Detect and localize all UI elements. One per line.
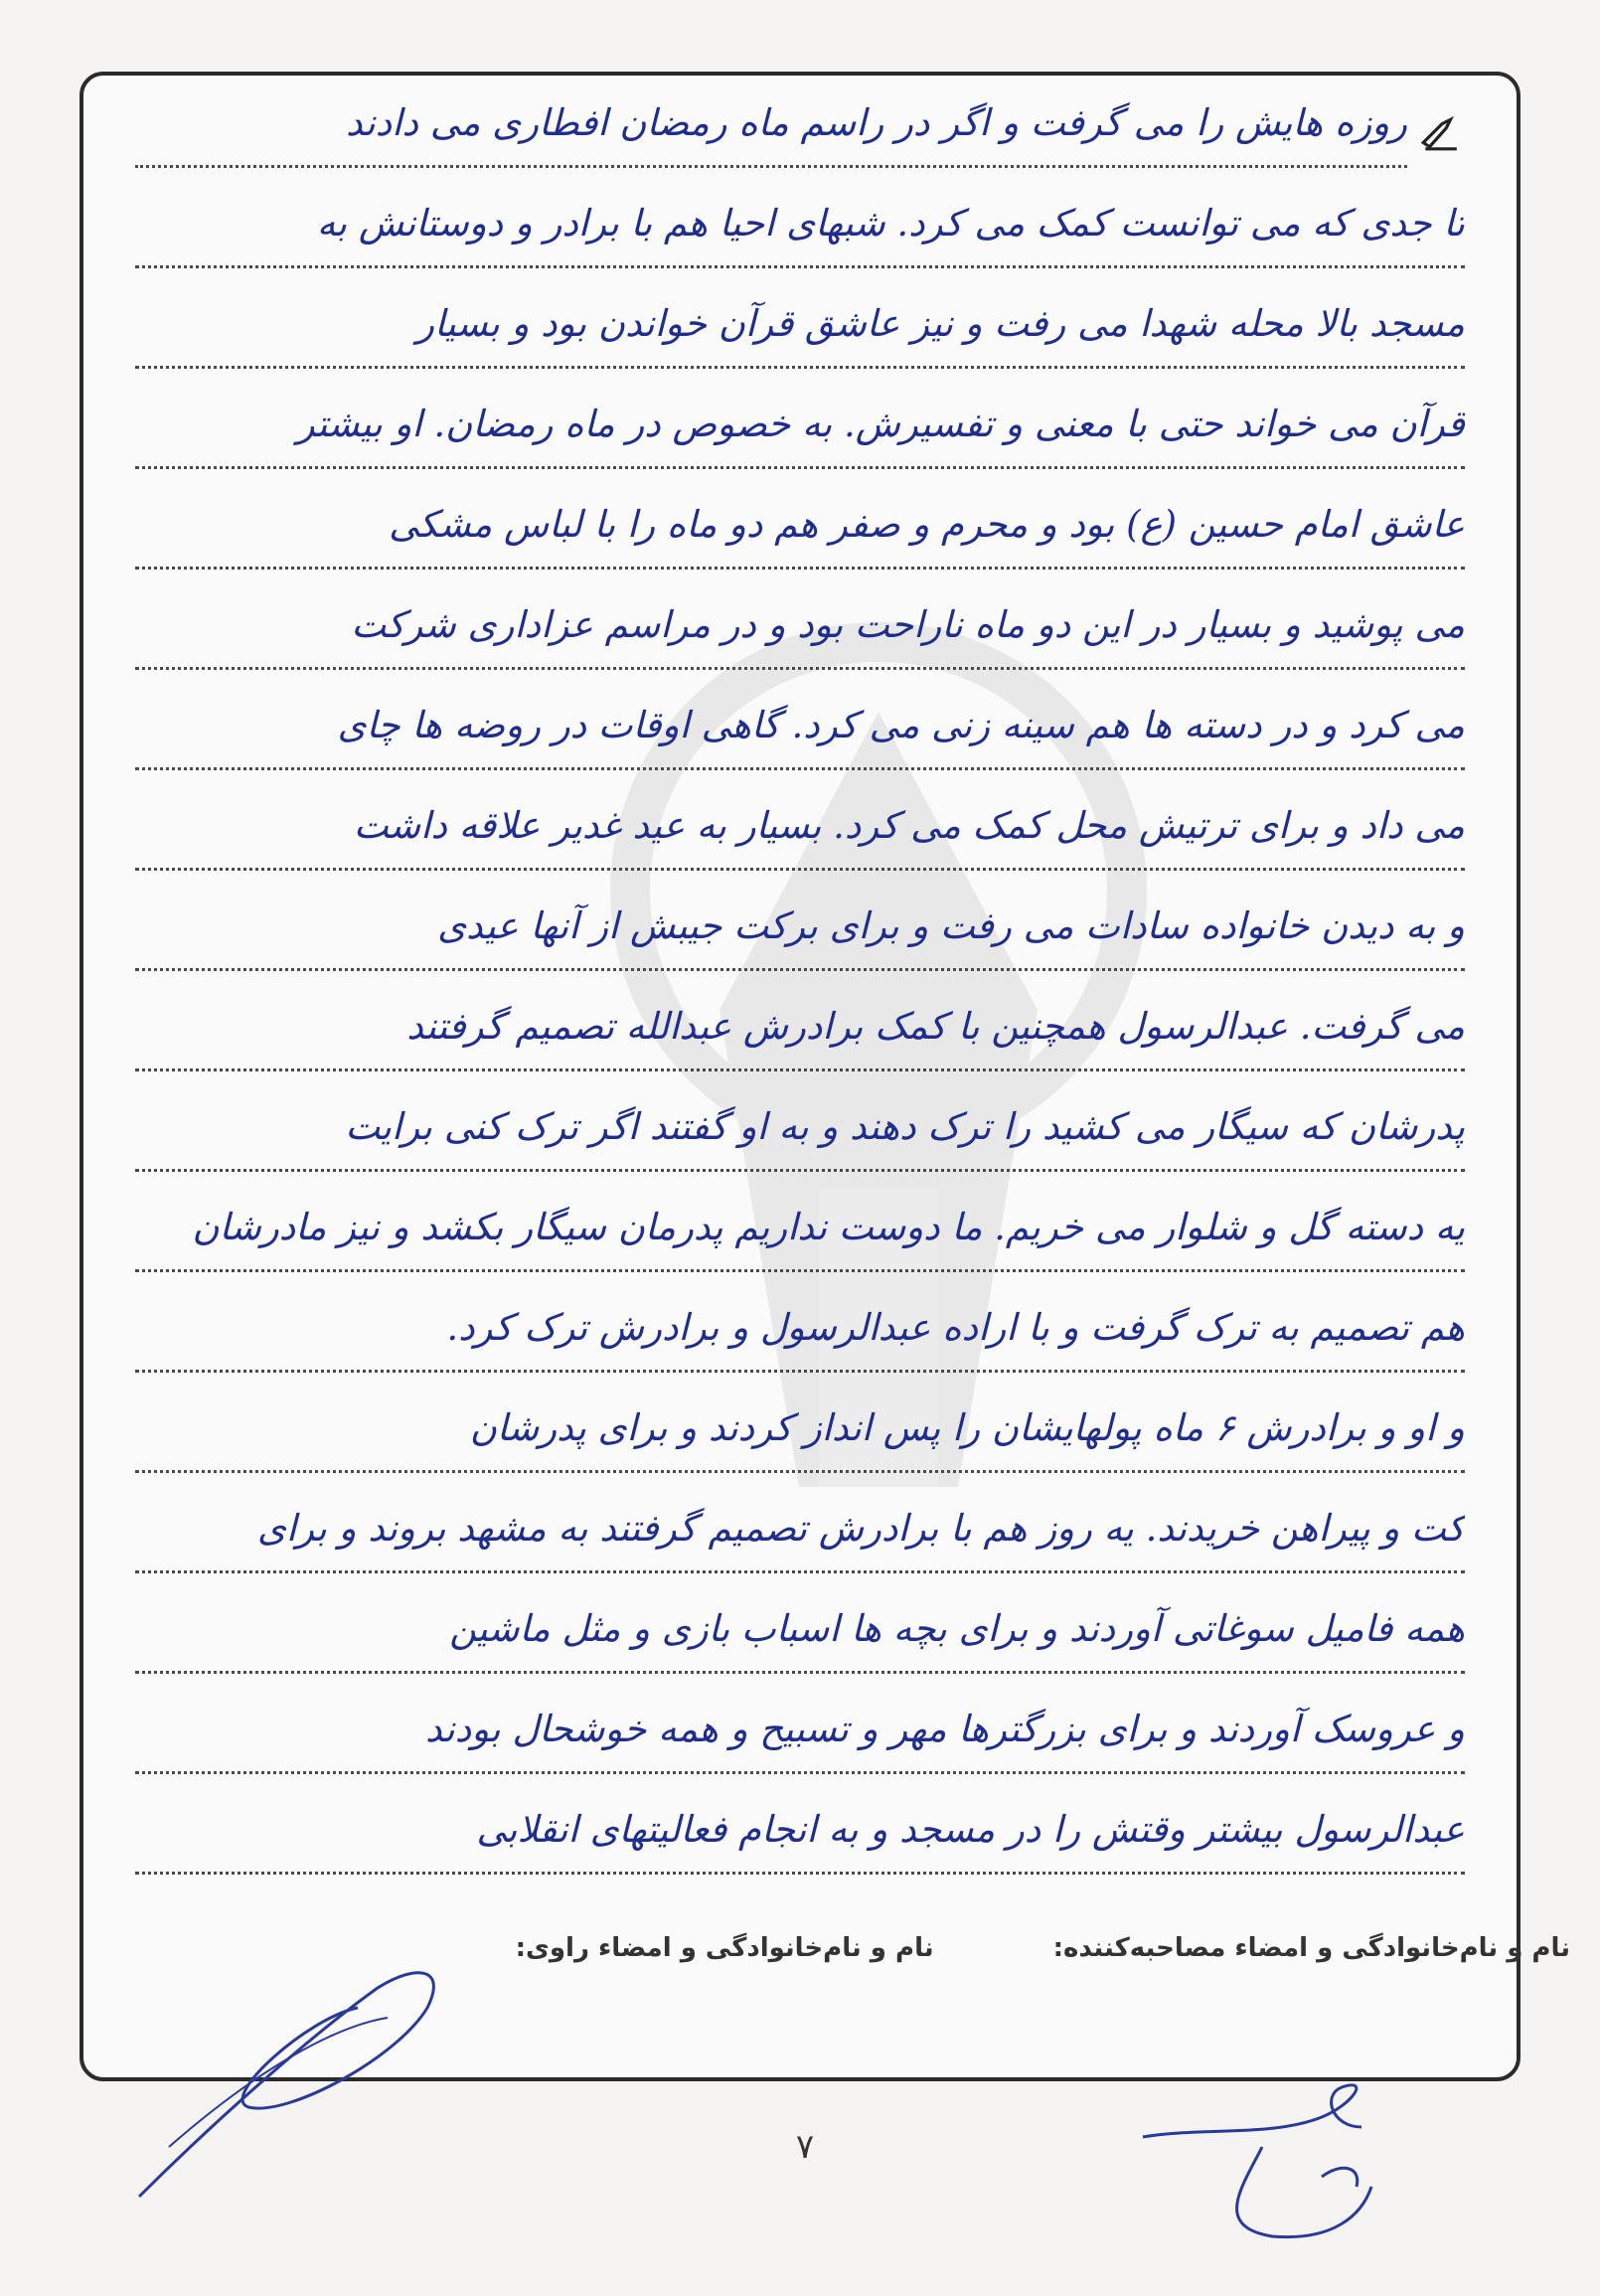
text-line: و عروسک آوردند و برای بزرگترها مهر و تسبیح و همه خوشحال بودند xyxy=(135,1700,1465,1774)
text-line: قرآن می خواند حتی با معنی و تفسیرش. به خصوص در ماه رمضان. او بیشتر xyxy=(135,395,1465,469)
narrator-signature-label: نام و نام‌خانوادگی و امضاء راوی: xyxy=(515,1933,934,1963)
page-number: ۷ xyxy=(795,2127,815,2167)
text-line: هم تصمیم به ترک گرفت و با اراده عبدالرسول و برادرش ترک کرد. xyxy=(135,1298,1465,1373)
text-line: کت و پیراهن خریدند. یه روز هم با برادرش تصمیم گرفتند به مشهد بروند و برای xyxy=(135,1499,1465,1573)
interviewer-signature-label: نام و نام‌خانوادگی و امضاء مصاحبه‌کننده: xyxy=(1052,1933,1570,1963)
text-line: می پوشید و بسیار در این دو ماه ناراحت بود و در مراسم عزاداری شرکت xyxy=(135,595,1465,670)
text-line: یه دسته گل و شلوار می خریم. ما دوست نداریم پدرمان سیگار بکشد و نیز مادرشان xyxy=(135,1198,1465,1272)
text-line: پدرشان که سیگار می کشید را ترک دهند و به او گفتند اگر ترک کنی برایت xyxy=(135,1097,1465,1172)
text-line: تا جدی که می توانست کمک می کرد. شبهای احیا هم با برادر و دوستانش به xyxy=(135,194,1465,268)
narrator-signature-icon xyxy=(129,1948,457,2207)
page-frame xyxy=(80,72,1520,2081)
text-line: همه فامیل سوغاتی آوردند و برای بچه ها اسباب بازی و مثل ماشین xyxy=(135,1599,1465,1674)
text-line: می کرد و در دسته ها هم سینه زنی می کرد. گاهی اوقات در روضه ها چای xyxy=(135,696,1465,770)
interviewer-signature-icon xyxy=(1123,2067,1461,2256)
text-line: روزه هایش را می گرفت و اگر در راسم ماه رمضان افطاری می دادند xyxy=(135,93,1407,168)
text-line: مسجد بالا محله شهدا می رفت و نیز عاشق قرآن خواندن بود و بسیار xyxy=(135,294,1465,369)
text-line: و به دیدن خانواده سادات می رفت و برای برکت جیبش از آنها عیدی xyxy=(135,897,1465,971)
text-line: عبدالرسول بیشتر وقتش را در مسجد و به انجام فعالیتهای انقلابی xyxy=(135,1800,1465,1875)
text-line: عاشق امام حسین (ع) بود و محرم و صفر هم دو ماه را با لباس مشکی xyxy=(135,495,1465,570)
text-line: می داد و برای ترتیش محل کمک می کرد. بسیار به عید غدیر علاقه داشت xyxy=(135,796,1465,871)
text-line: و او و برادرش ۶ ماه پولهایشان را پس انداز کردند و برای پدرشان xyxy=(135,1398,1465,1473)
handwritten-text-body xyxy=(83,76,1517,2077)
text-line: می گرفت. عبدالرسول همچنین با کمک برادرش عبدالله تصمیم گرفتند xyxy=(135,997,1465,1071)
